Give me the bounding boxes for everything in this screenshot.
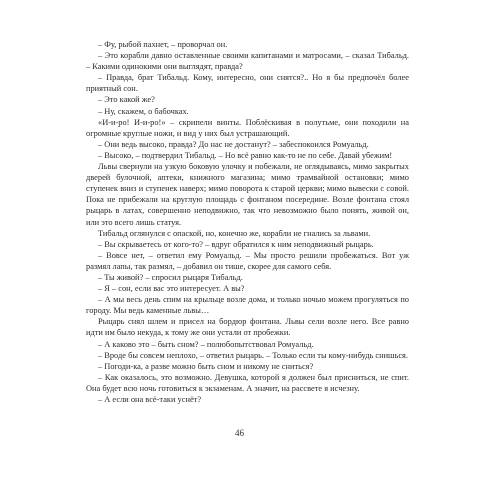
paragraph: – Ну, скажем, о бабочках. [98,106,189,116]
paragraph: «И-и-ро! И-и-ро!» – скрипели винты. Поблёскивая в полутьме, они походили на огромные круглые ножи, и вид у них был устрашающий. [86,117,409,138]
paragraph: – Как оказалось, это возможно. Девушка, которой я должен был присниться, не спит. Она будет всю ночь готовиться к экзаменам. А значит, на рассвете я исчезну. [86,372,409,393]
paragraph: – Это корабли давно оставленные своими капитанами и матросами, – сказал Тибальд. – Какими одинокими они выглядят, правда? [86,51,409,72]
paragraph: – Правда, брат Тибальд. Кому, интересно, они снятся?.. Но я бы предпочёл более приятный сон. [86,73,409,94]
paragraph: – А если она всё-таки уснёт? [98,395,202,404]
paragraph: – Ты живой? – спросил рыцаря Тибальд. [98,272,243,282]
paragraph: – Вовсе нет, – ответил ему Ромуальд. – Мы просто решили пробежаться. Вот уж размял лапы, так размял, – добавил он тише, скорее для самого себя. [86,250,409,271]
page-number: 46 [235,428,244,438]
paragraph: – Вроде бы совсем неплохо, – ответил рыцарь. – Только если ты кому-нибудь снишься. [98,350,408,360]
paragraph: – А мы весь день спим на крыльце возле дома, и только ночью можем прогуляться по городу. Мы ведь каменные львы… [86,295,409,316]
paragraph: – Фу, рыбой пахнет, – проворчал он. [98,40,228,49]
paragraph: – Вы скрываетесь от кого-то? – вдруг обратился к ним неподвижный рыцарь. [98,239,374,249]
paragraph: Рыцарь снял шлем и присел на бордюр фонтана. Львы сели возле него. Все равно идти им было некуда, к тому же они устали от пробежки. [86,317,409,338]
paragraph: Львы свернули на узкую боковую улочку и побежали, не оглядываясь, мимо закрытых дверей булочной, аптеки, книжного магазина; мимо трамвайной остановки; мимо ступенек вниз и ступенек наверх; мимо поворота к старой церкви; мимо вывески с совой. Пока не прибежали на круглую площадь с фонтаном посередине. Возле фонтана стоял рыцарь в латах, совершенно неподвижно, так что невозможно было понять, живой он, или это всего лишь статуя. [86,162,409,227]
body-text [86,39,409,405]
paragraph: – Я – сон, если вас это интересует. А вы? [98,284,245,294]
paragraph: – Высоко, – подтвердил Тибальд. – Но всё равно как-то не по себе. Давай убежим! [98,150,393,160]
paragraph: Тибальд оглянулся с опаской, но, конечно же, корабли не гнались за львами. [98,228,371,238]
paragraph: – Они ведь высоко, правда? До нас не достанут? – забеспокоился Ромуальд. [98,139,369,149]
paragraph: – Погоди-ка, а разве можно быть сном и никому не сниться? [98,361,314,371]
paragraph: – Это какой же? [98,95,155,105]
paragraph: – А каково это – быть сном? – полюбопытствовал Ромуальд. [98,339,314,349]
